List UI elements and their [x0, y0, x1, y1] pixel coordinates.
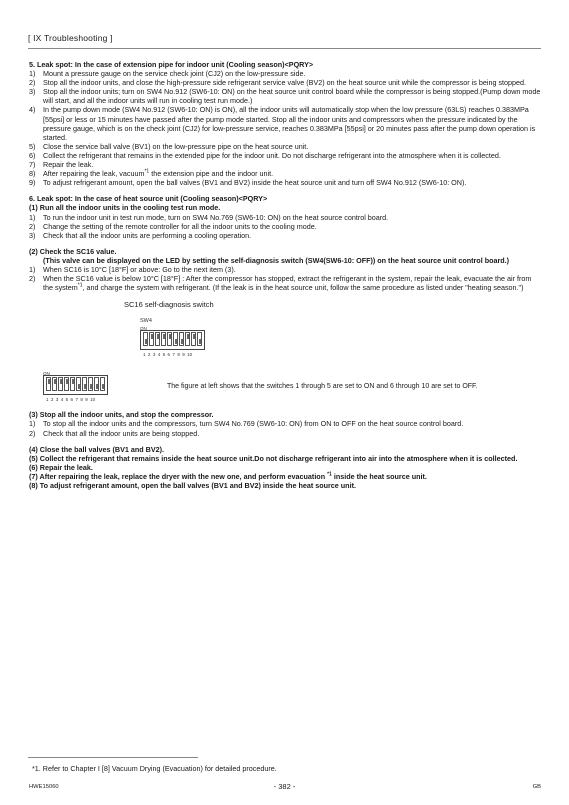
sw4-switch-10 — [197, 332, 202, 346]
dip-example-row — [43, 369, 541, 403]
section-5-step-5 — [29, 142, 541, 151]
example-switch-5 — [70, 377, 75, 391]
sw4-switch-6 — [173, 332, 178, 346]
step-number: 1) — [29, 69, 36, 79]
section-5-step-1 — [29, 69, 541, 78]
switch-figure-title: SC16 self-diagnosis switch — [124, 300, 214, 310]
sw4-on-label: ON — [140, 326, 147, 332]
section-6-sub3-steps — [29, 419, 541, 437]
sw4-number-10: 10 — [187, 352, 193, 358]
sw4-switch-8 — [185, 332, 190, 346]
step-text: Mount a pressure gauge on the service check joint (CJ2) on the low-pressure side. — [43, 69, 306, 79]
example-number-3: 3 — [55, 397, 59, 403]
step-text: Check that all the indoor units are being stopped. — [43, 428, 200, 438]
language-code: GB — [532, 784, 541, 790]
sw4-label: SW4 — [140, 318, 152, 325]
sw4-switch-5 — [167, 332, 172, 346]
example-number-1: 1 — [46, 397, 49, 403]
chapter-header: [ IX Troubleshooting ] — [28, 33, 113, 43]
example-switch-10 — [100, 377, 105, 391]
section-6-title: 6. Leak spot: In the case of heat source unit (Cooling season)<PQRY> — [29, 194, 268, 204]
section-6-sub5: (5) Collect the refrigerant that remains inside the heat source unit.Do not discharge refrigerant into air into the atmosphere when it is collected. — [29, 453, 518, 463]
section-5-step-8: 8) After repairing the leak, vacuum$^{*1}$ the extension pipe and the indoor unit. — [29, 168, 274, 179]
example-switch-block — [43, 375, 108, 395]
section-5-step-4 — [29, 105, 541, 141]
section-5-step-6 — [29, 151, 541, 160]
section-6-sub2-step-1: 1) When SC16 is 10°C [18°F] or above: Go to the next item (3). — [29, 264, 236, 274]
step-number: 7) — [29, 160, 36, 170]
sw4-switch-block — [140, 330, 205, 350]
step-text: To run the indoor unit in test run mode, turn on SW4 No.769 (SW6-10: ON) on the heat source control board. — [43, 212, 389, 222]
section-6-sub8: (8) To adjust refrigerant amount, open the ball valves (BV1 and BV2) inside the heat source unit. — [29, 481, 356, 490]
example-number-6: 6 — [70, 397, 74, 403]
section-5-title: 5. Leak spot: In the case of extension pipe for indoor unit (Cooling season)<PQRY> — [29, 60, 314, 69]
step-text: Stop all the indoor units; turn on SW4 No.912 (SW6-10: ON) on the heat source unit control board while the compressor is being stopped.(Pump down mode will start, and all the indoor units will run in cooling test run mode.) — [43, 87, 541, 106]
dip-example-caption: The figure at left shows that the switches 1 through 5 are set to ON and 6 through 10 are set to OFF. — [167, 382, 478, 390]
page-number: - 382 - — [273, 782, 296, 791]
section-6-sub6: (6) Repair the leak. — [29, 462, 93, 472]
section-5-step-9: 9) To adjust refrigerant amount, open the ball valves (BV1 and BV2) inside the heat source unit and turn off SW4 No.912 (SW6-10: ON). — [29, 178, 467, 188]
example-switch-3 — [58, 377, 63, 391]
sw4-switch-9 — [191, 332, 196, 346]
step-text: Collect the refrigerant that remains in the extended pipe for the indoor unit. Do not discharge refrigerant into the atmosphere when it is collected. — [43, 150, 501, 160]
footnote-rule — [28, 757, 198, 758]
example-switch-7 — [82, 377, 87, 391]
sw4-number-2: 2 — [147, 352, 151, 358]
step-number: 1) — [29, 212, 36, 222]
section-6-sub1-steps — [29, 213, 541, 240]
sw4-switch-4 — [161, 332, 166, 346]
header-rule — [28, 48, 541, 49]
sw4-number-7: 7 — [172, 352, 175, 358]
example-switch-6 — [76, 377, 81, 391]
sw4-dip-switch-figure — [140, 317, 541, 359]
step-number: 6) — [29, 150, 36, 160]
document-number: HWE15060 — [29, 784, 59, 790]
example-switch-9 — [94, 377, 99, 391]
section-6-sub2-step-2: 2) When the SC16 value is below 10°C [18°F] : After the compressor has stopped, extract the refrigerant in the system, repair the leak, evacuate the air from the system$^{*1}$, and charge the system with refrigerant. (If the leak is in the heat source unit, follow the same procedure as listed under "heating season.") — [29, 274, 532, 293]
sw4-switch-numbers — [143, 350, 192, 359]
step-number: 3) — [29, 87, 36, 97]
sw4-number-9: 9 — [182, 352, 185, 358]
example-number-4: 4 — [60, 397, 64, 403]
sw4-number-6: 6 — [167, 352, 171, 358]
example-switch-8 — [88, 377, 93, 391]
section-5-step-2 — [29, 78, 541, 87]
step-number: 2) — [29, 428, 36, 438]
step-number: 5) — [29, 141, 36, 151]
section-6-sub2-note: (This valve can be displayed on the LED by setting the self-diagnosis switch (SW4(SW6-10: OFF)) on the heat source unit control board.) — [43, 255, 510, 265]
section-5-steps — [29, 69, 541, 169]
section-6-sub3-step-2 — [29, 429, 541, 438]
step-text: In the pump down mode (SW4 No.912 (SW6-10: ON) is ON), all the indoor units will automatically stop when the low pressure (63LS) reaches 0.383MPa [55psi] or less or 15 minutes have passed after the pump mode started. Stop all the indoor units and compressors when the pressure indicated by the pressure gauge, which is on the check joint (CJ2) for low-pressure service, reaches 0.383MPa [55psi] or 20 minutes pass after the pump down operation is started. — [43, 105, 536, 142]
example-switch-1 — [46, 377, 51, 391]
example-switch-numbers — [46, 395, 95, 404]
page-content — [29, 60, 541, 490]
section-5-step-7 — [29, 160, 541, 169]
example-number-5: 5 — [65, 397, 69, 403]
section-6-sub7: (7) After repairing the leak, replace the dryer with the new one, and perform evacuation $^{*1}$ inside the heat source unit. — [29, 471, 427, 481]
section-6-sub4: (4) Close the ball valves (BV1 and BV2). — [29, 444, 165, 454]
step-text: Change the setting of the remote controller for all the indoor units to the cooling mode. — [43, 221, 317, 231]
step-number: 1) — [29, 419, 36, 429]
sw4-number-4: 4 — [157, 352, 161, 358]
sw4-number-1: 1 — [143, 352, 146, 358]
example-number-8: 8 — [80, 397, 83, 403]
step-text: To stop all the indoor units and the compressors, turn SW4 No.769 (SW6-10: ON) from ON to OFF on the heat source control board. — [43, 419, 464, 429]
example-on-label: ON — [43, 371, 50, 377]
step-text: Repair the leak. — [43, 160, 94, 170]
example-switch-2 — [52, 377, 57, 391]
section-5-step-3 — [29, 87, 541, 105]
section-6-sub1: (1) Run all the indoor units in the cooling test run mode. — [29, 203, 221, 213]
section-6-sub3-title: (3) Stop all the indoor units, and stop the compressor. — [29, 410, 214, 420]
step-number: 2) — [29, 221, 36, 231]
sw4-number-5: 5 — [162, 352, 166, 358]
example-dip-switch-figure — [43, 369, 151, 403]
sw4-switch-1 — [143, 332, 148, 346]
example-number-2: 2 — [50, 397, 54, 403]
section-6-sub1-step-3 — [29, 231, 541, 240]
example-number-9: 9 — [85, 397, 88, 403]
step-text: Check that all the indoor units are performing a cooling operation. — [43, 230, 252, 240]
step-text: Stop all the indoor units, and close the high-pressure side refrigerant service valve (BV2) on the heat source unit while the compressor is being stopped. — [43, 78, 527, 88]
step-number: 3) — [29, 230, 36, 240]
footnote: *1. Refer to Chapter I [8] Vacuum Drying (Evacuation) for detailed procedure. — [32, 764, 277, 773]
example-switch-4 — [64, 377, 69, 391]
section-6-sub1-step-1 — [29, 213, 541, 222]
section-6-sub1-step-2 — [29, 222, 541, 231]
sw4-switch-2 — [149, 332, 154, 346]
sw4-switch-7 — [179, 332, 184, 346]
sw4-number-3: 3 — [152, 352, 156, 358]
step-number: 2) — [29, 78, 36, 88]
section-6-sub2-title: (2) Check the SC16 value. — [29, 246, 117, 256]
step-text: Close the service ball valve (BV1) on the low-pressure pipe on the heat source unit. — [43, 141, 309, 151]
sw4-switch-3 — [155, 332, 160, 346]
example-number-7: 7 — [75, 397, 78, 403]
sw4-number-8: 8 — [177, 352, 180, 358]
step-number: 4) — [29, 105, 36, 115]
section-6-sub3-step-1 — [29, 419, 541, 428]
example-number-10: 10 — [90, 397, 96, 403]
